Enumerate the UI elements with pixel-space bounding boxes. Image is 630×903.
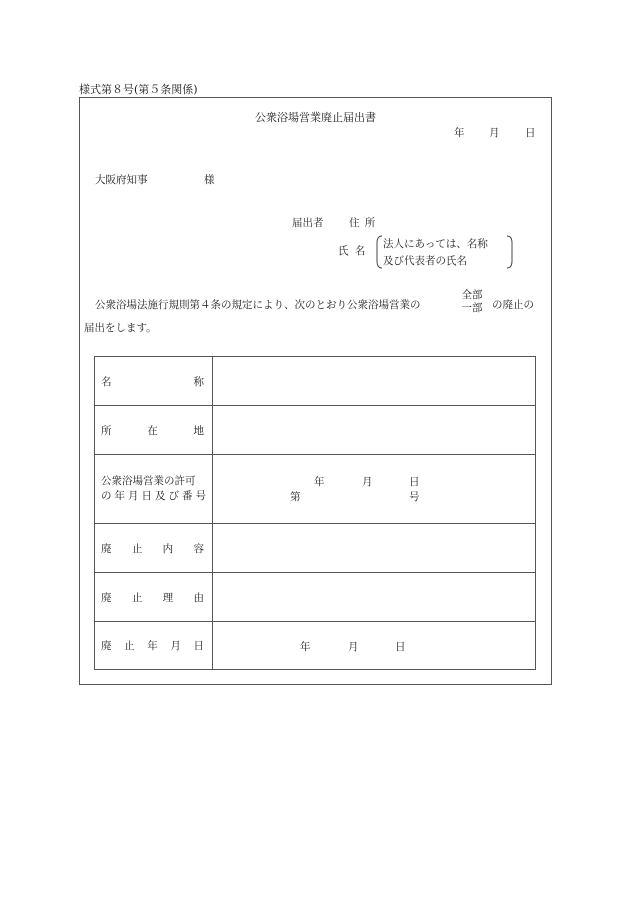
statement-text: 公衆浴場法施行規則第４条の規定により、次のとおり公衆浴場営業の xyxy=(95,299,421,311)
form-frame xyxy=(79,97,552,685)
table-row-location xyxy=(95,406,536,455)
permit-number-prefix: 第 xyxy=(290,491,301,503)
form-number-label: 様式第８号(第５条関係) xyxy=(79,83,198,96)
location-label: 所 在 地 xyxy=(95,406,213,455)
closure-details-value[interactable] xyxy=(213,524,536,573)
closure-reason-label: 廃 止 理 由 xyxy=(95,573,213,622)
corporate-note-line1: 法人にあっては、名称 xyxy=(383,238,488,250)
statement-text-continued: の廃止の xyxy=(492,299,534,311)
closure-details-label: 廃 止 内 容 xyxy=(95,524,213,573)
closure-date-value[interactable] xyxy=(213,622,536,670)
permit-number-suffix: 号 xyxy=(409,491,420,503)
applicant-address-field[interactable]: 住所 xyxy=(349,217,381,229)
closure-day-label: 日 xyxy=(395,641,406,653)
scope-selector[interactable] xyxy=(460,289,484,315)
date-year-label: 年 xyxy=(454,127,465,139)
permit-month-label: 月 xyxy=(362,476,373,488)
corporate-note-line2: 及び代表者の氏名 xyxy=(383,255,467,267)
closure-reason-value[interactable] xyxy=(213,573,536,622)
permit-info-label: 公衆浴場営業の許可 の 年 月 日 及 び 番 号 xyxy=(95,455,213,524)
permit-year-label: 年 xyxy=(314,476,325,488)
location-value[interactable] xyxy=(213,406,536,455)
table-row-details xyxy=(95,524,536,573)
details-table xyxy=(94,356,536,670)
closure-month-label: 月 xyxy=(348,641,359,653)
addressee-honorific: 様 xyxy=(204,174,215,186)
closure-date-label: 廃 止 年 月 日 xyxy=(95,622,213,670)
statement-text-end: 届出をします。 xyxy=(84,322,157,334)
scope-option-all[interactable]: 全部 xyxy=(461,289,483,301)
permit-day-label: 日 xyxy=(409,476,420,488)
table-row-permit xyxy=(95,455,536,524)
scope-option-part[interactable]: 一部 xyxy=(461,302,483,314)
table-row-name xyxy=(95,357,536,406)
facility-name-value[interactable] xyxy=(213,357,536,406)
table-row-reason xyxy=(95,573,536,622)
date-day-label: 日 xyxy=(525,127,536,139)
closure-year-label: 年 xyxy=(300,641,311,653)
facility-name-label: 名 称 xyxy=(95,357,213,406)
date-month-label: 月 xyxy=(489,127,500,139)
addressee: 大阪府知事 xyxy=(95,174,148,186)
applicant-name-field[interactable]: 氏名 xyxy=(338,245,372,257)
document-title: 公衆浴場営業廃止届出書 xyxy=(255,111,376,124)
applicant-label: 届出者 xyxy=(292,217,324,229)
table-row-closing-date xyxy=(95,622,536,670)
permit-info-value[interactable] xyxy=(213,455,536,524)
corporate-note xyxy=(375,235,514,269)
